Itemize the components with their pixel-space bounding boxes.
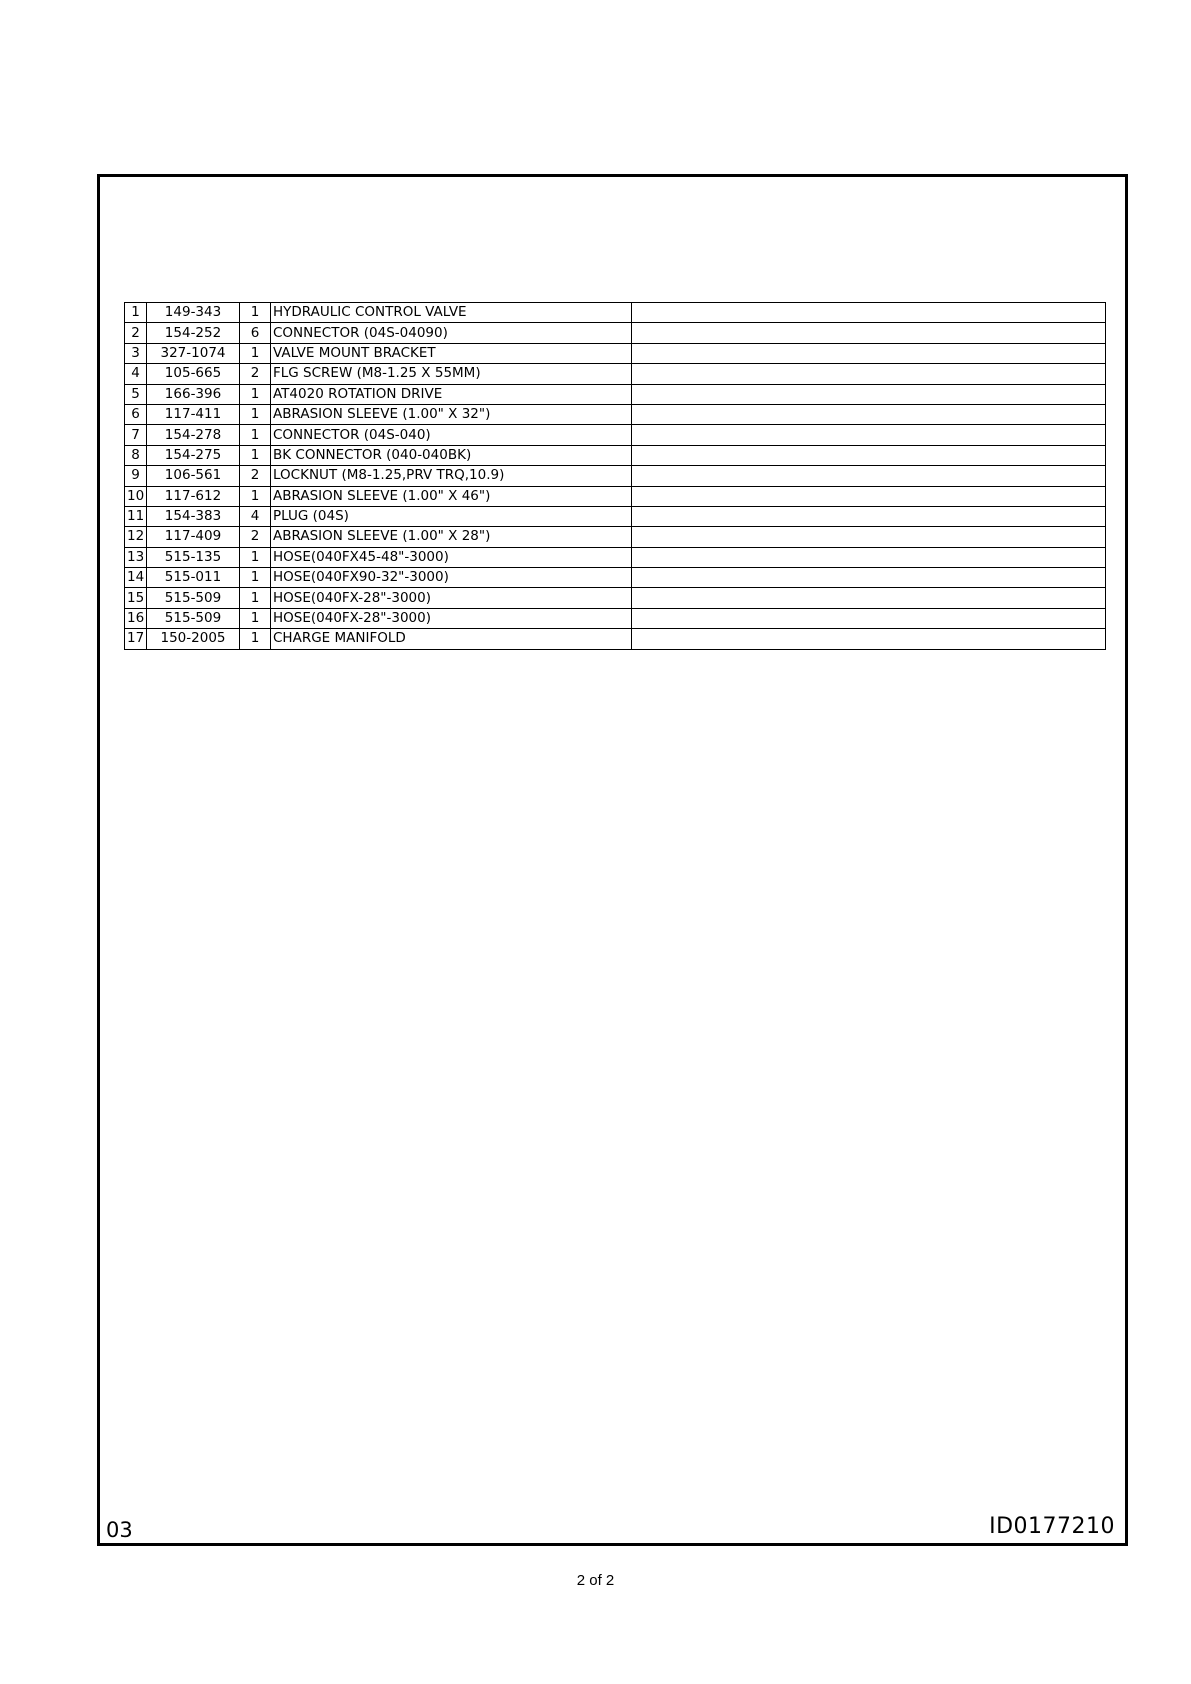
quantity-cell: 1 — [240, 486, 271, 506]
notes-cell — [632, 303, 1106, 323]
table-row — [125, 506, 1106, 526]
quantity-cell: 1 — [240, 568, 271, 588]
notes-cell — [632, 588, 1106, 608]
table-row — [125, 629, 1106, 649]
item-number-cell: 4 — [125, 364, 147, 384]
part-number-cell: 105-665 — [147, 364, 240, 384]
item-number-cell: 9 — [125, 466, 147, 486]
part-number-cell: 515-509 — [147, 608, 240, 628]
part-number-cell: 117-411 — [147, 404, 240, 424]
table-row — [125, 588, 1106, 608]
item-number-cell: 5 — [125, 384, 147, 404]
quantity-cell: 1 — [240, 343, 271, 363]
description-cell: HYDRAULIC CONTROL VALVE — [271, 303, 632, 323]
description-cell: HOSE(040FX-28"-3000) — [271, 588, 632, 608]
quantity-cell: 1 — [240, 303, 271, 323]
description-cell: VALVE MOUNT BRACKET — [271, 343, 632, 363]
document-id: ID0177210 — [989, 1514, 1115, 1539]
part-number-cell: 515-135 — [147, 547, 240, 567]
description-cell: HOSE(040FX45-48"-3000) — [271, 547, 632, 567]
notes-cell — [632, 384, 1106, 404]
notes-cell — [632, 568, 1106, 588]
quantity-cell: 1 — [240, 588, 271, 608]
notes-cell — [632, 445, 1106, 465]
item-number-cell: 11 — [125, 506, 147, 526]
description-cell: CONNECTOR (04S-04090) — [271, 323, 632, 343]
revision-label: 03 — [106, 1518, 133, 1542]
description-cell: FLG SCREW (M8-1.25 X 55MM) — [271, 364, 632, 384]
part-number-cell: 154-383 — [147, 506, 240, 526]
part-number-cell: 117-409 — [147, 527, 240, 547]
notes-cell — [632, 506, 1106, 526]
description-cell: HOSE(040FX-28"-3000) — [271, 608, 632, 628]
description-cell: ABRASION SLEEVE (1.00" X 46") — [271, 486, 632, 506]
description-cell: LOCKNUT (M8-1.25,PRV TRQ,10.9) — [271, 466, 632, 486]
parts-list-body — [125, 303, 1106, 650]
item-number-cell: 13 — [125, 547, 147, 567]
description-cell: CONNECTOR (04S-040) — [271, 425, 632, 445]
part-number-cell: 327-1074 — [147, 343, 240, 363]
part-number-cell: 154-252 — [147, 323, 240, 343]
quantity-cell: 2 — [240, 527, 271, 547]
part-number-cell: 154-278 — [147, 425, 240, 445]
table-row — [125, 608, 1106, 628]
description-cell: ABRASION SLEEVE (1.00" X 32") — [271, 404, 632, 424]
notes-cell — [632, 547, 1106, 567]
description-cell: ABRASION SLEEVE (1.00" X 28") — [271, 527, 632, 547]
item-number-cell: 1 — [125, 303, 147, 323]
quantity-cell: 6 — [240, 323, 271, 343]
table-row — [125, 547, 1106, 567]
table-row — [125, 486, 1106, 506]
notes-cell — [632, 608, 1106, 628]
quantity-cell: 2 — [240, 364, 271, 384]
part-number-cell: 149-343 — [147, 303, 240, 323]
notes-cell — [632, 323, 1106, 343]
page-number: 2 of 2 — [576, 1572, 615, 1589]
item-number-cell: 16 — [125, 608, 147, 628]
item-number-cell: 10 — [125, 486, 147, 506]
table-row — [125, 364, 1106, 384]
quantity-cell: 1 — [240, 547, 271, 567]
quantity-cell: 1 — [240, 404, 271, 424]
notes-cell — [632, 404, 1106, 424]
quantity-cell: 4 — [240, 506, 271, 526]
part-number-cell: 117-612 — [147, 486, 240, 506]
quantity-cell: 1 — [240, 608, 271, 628]
table-row — [125, 425, 1106, 445]
table-row — [125, 466, 1106, 486]
part-number-cell: 150-2005 — [147, 629, 240, 649]
item-number-cell: 8 — [125, 445, 147, 465]
notes-cell — [632, 527, 1106, 547]
item-number-cell: 12 — [125, 527, 147, 547]
notes-cell — [632, 364, 1106, 384]
description-cell: CHARGE MANIFOLD — [271, 629, 632, 649]
table-row — [125, 527, 1106, 547]
table-row — [125, 323, 1106, 343]
notes-cell — [632, 343, 1106, 363]
notes-cell — [632, 486, 1106, 506]
item-number-cell: 2 — [125, 323, 147, 343]
part-number-cell: 515-011 — [147, 568, 240, 588]
table-row — [125, 343, 1106, 363]
notes-cell — [632, 629, 1106, 649]
parts-list-table — [124, 302, 1106, 650]
notes-cell — [632, 425, 1106, 445]
part-number-cell: 106-561 — [147, 466, 240, 486]
table-row — [125, 303, 1106, 323]
notes-cell — [632, 466, 1106, 486]
part-number-cell: 515-509 — [147, 588, 240, 608]
description-cell: PLUG (04S) — [271, 506, 632, 526]
description-cell: AT4020 ROTATION DRIVE — [271, 384, 632, 404]
quantity-cell: 1 — [240, 425, 271, 445]
quantity-cell: 1 — [240, 384, 271, 404]
table-row — [125, 445, 1106, 465]
quantity-cell: 2 — [240, 466, 271, 486]
item-number-cell: 6 — [125, 404, 147, 424]
quantity-cell: 1 — [240, 629, 271, 649]
table-row — [125, 568, 1106, 588]
description-cell: BK CONNECTOR (040-040BK) — [271, 445, 632, 465]
quantity-cell: 1 — [240, 445, 271, 465]
item-number-cell: 15 — [125, 588, 147, 608]
part-number-cell: 154-275 — [147, 445, 240, 465]
item-number-cell: 17 — [125, 629, 147, 649]
table-row — [125, 404, 1106, 424]
item-number-cell: 3 — [125, 343, 147, 363]
item-number-cell: 7 — [125, 425, 147, 445]
item-number-cell: 14 — [125, 568, 147, 588]
table-row — [125, 384, 1106, 404]
part-number-cell: 166-396 — [147, 384, 240, 404]
description-cell: HOSE(040FX90-32"-3000) — [271, 568, 632, 588]
